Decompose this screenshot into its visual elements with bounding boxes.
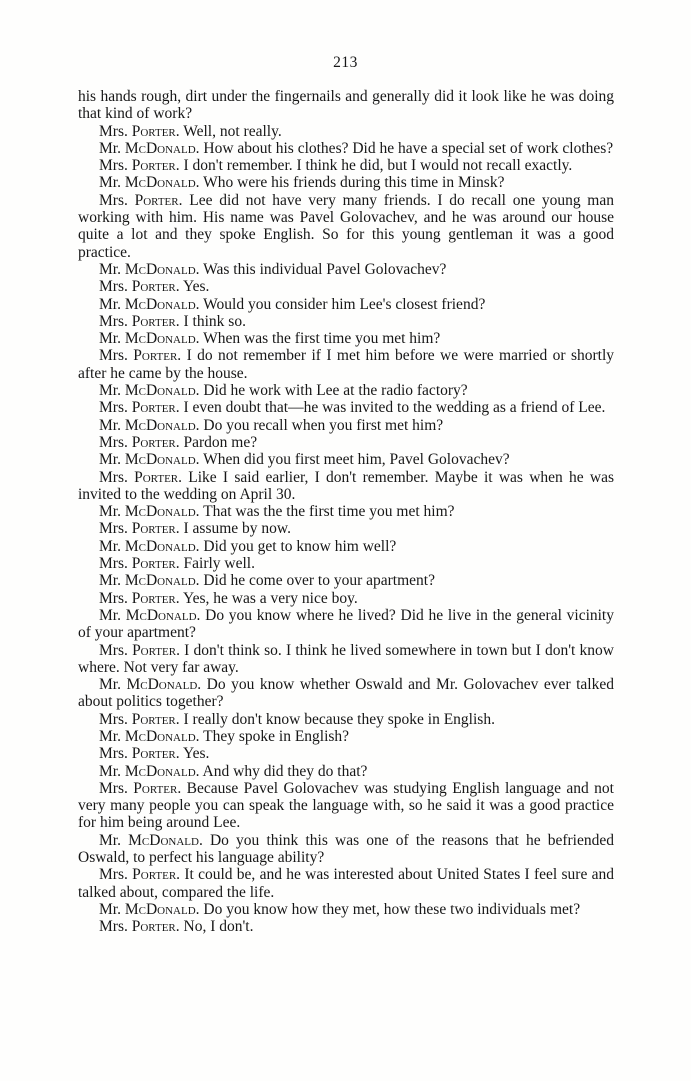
speaker-label: [99, 832, 199, 849]
dialogue-paragraph: Mr. McDonald. Do you know whether Oswald and Mr. Golovachev ever talked about politics together?: [78, 676, 614, 711]
page-number: 213: [333, 54, 358, 71]
speaker-name: Porter: [131, 433, 176, 451]
speaker-name: McDonald: [124, 260, 196, 278]
speaker-name: McDonald: [124, 762, 196, 780]
dialogue-paragraph: Mrs. Porter. Like I said earlier, I don't remember. Maybe it was when he was invited to the wedding on April 30.: [78, 468, 614, 503]
speaker-prefix: Mr.: [99, 174, 125, 192]
speaker-name: Porter: [131, 122, 176, 140]
speaker-name: McDonald: [124, 537, 196, 555]
speaker-prefix: Mr.: [99, 260, 125, 278]
speaker-label: [99, 174, 196, 191]
speaker-prefix: Mr.: [99, 295, 125, 313]
speaker-prefix: Mrs.: [99, 278, 132, 296]
speaker-prefix: Mr.: [99, 572, 125, 590]
speaker-label: [99, 140, 196, 157]
speaker-label: [99, 780, 177, 797]
speaker-label: [99, 469, 178, 486]
dialogue-paragraph: Mr. McDonald. Do you know where he lived? Did he live in the general vicinity of your apartment?: [78, 606, 614, 642]
dialogue-paragraph: Mr. McDonald. Did you get to know him well?: [99, 537, 397, 555]
speaker-name: Porter: [134, 191, 179, 209]
speaker-label: [99, 434, 176, 451]
speaker-name: McDonald: [124, 382, 196, 400]
dialogue-paragraph: Mrs. Porter. No, I don't.: [99, 918, 254, 936]
speaker-name: McDonald: [124, 572, 196, 590]
speaker-label: [99, 676, 197, 693]
speaker-name: Porter: [131, 520, 176, 538]
dialogue-paragraph: Mr. McDonald. When was the first time you met him?: [99, 330, 441, 348]
speaker-label: [99, 313, 176, 330]
speaker-prefix: Mr.: [99, 606, 126, 624]
speaker-prefix: Mrs.: [99, 589, 132, 607]
speaker-name: McDonald: [124, 416, 196, 434]
dialogue-paragraph: Mrs. Porter. It could be, and he was interested about United States I feel sure and talked about, compared the life.: [78, 866, 614, 901]
speaker-prefix: Mr.: [99, 762, 125, 780]
speaker-name: McDonald: [124, 900, 196, 918]
speaker-label: [99, 123, 176, 140]
speaker-label: [99, 901, 196, 918]
speaker-label: [99, 157, 176, 174]
speaker-prefix: Mr.: [99, 330, 125, 348]
dialogue-paragraph: Mr. McDonald. When did you first meet him, Pavel Golovachev?: [99, 451, 510, 469]
speaker-label: [99, 918, 176, 935]
dialogue-paragraph: Mrs. Porter. I really don't know because they spoke in English.: [99, 710, 495, 728]
dialogue-paragraph: Mr. McDonald. They spoke in English?: [99, 727, 350, 745]
speaker-label: [99, 642, 176, 659]
speaker-prefix: Mrs.: [99, 157, 132, 175]
speaker-prefix: Mrs.: [99, 779, 134, 797]
dialogue-paragraph: Mrs. Porter. I do not remember if I met him before we were married or shortly after he came by the house.: [78, 347, 614, 382]
speaker-prefix: Mrs.: [99, 468, 135, 486]
speaker-prefix: Mrs.: [99, 122, 132, 140]
speaker-name: Porter: [131, 555, 176, 573]
speaker-name: McDonald: [128, 831, 199, 849]
speaker-label: [99, 296, 196, 313]
speaker-prefix: Mrs.: [99, 866, 133, 884]
dialogue-paragraph: Mrs. Porter. Because Pavel Golovachev was studying English language and not very many people you can speak the language with, so he said it was a good practice for him being around Lee.: [78, 779, 614, 832]
speaker-name: Porter: [131, 312, 176, 330]
dialogue-paragraph: Mrs. Porter. Fairly well.: [99, 555, 255, 573]
speaker-prefix: Mr.: [99, 139, 125, 157]
speaker-label: [99, 555, 176, 572]
speaker-label: [99, 866, 176, 883]
dialogue-paragraph: Mr. McDonald. Would you consider him Lee's closest friend?: [99, 295, 486, 313]
dialogue-paragraph: Mrs. Porter. I assume by now.: [99, 520, 291, 538]
speaker-prefix: Mrs.: [99, 312, 132, 330]
speaker-prefix: Mrs.: [99, 520, 132, 538]
speaker-name: Porter: [131, 745, 176, 763]
speaker-name: McDonald: [124, 295, 196, 313]
speaker-name: McDonald: [124, 139, 196, 157]
speaker-prefix: Mrs.: [99, 710, 132, 728]
dialogue-paragraph: Mrs. Porter. Yes.: [99, 745, 210, 763]
speaker-label: [99, 330, 196, 347]
dialogue-paragraph: Mrs. Porter. Lee did not have very many friends. I do recall one young man working with him. His name was Pavel Golovachev, and he was around our house quite a lot and they spoke English. So for this young gentleman it was a good practice.: [78, 191, 614, 261]
speaker-name: McDonald: [124, 503, 196, 521]
speaker-prefix: Mr.: [99, 382, 125, 400]
dialogue-paragraph: Mrs. Porter. I don't remember. I think he did, but I would not recall exactly.: [99, 157, 573, 175]
speaker-label: [99, 572, 196, 589]
speaker-label: [99, 451, 196, 468]
speaker-name: Porter: [131, 399, 176, 417]
speaker-name: McDonald: [125, 606, 197, 624]
speaker-prefix: Mrs.: [99, 555, 132, 573]
speaker-label: [99, 763, 196, 780]
dialogue-paragraph: Mr. McDonald. Was this individual Pavel Golovachev?: [99, 260, 447, 278]
speaker-name: Porter: [132, 866, 177, 884]
dialogue-paragraph: Mr. McDonald. How about his clothes? Did he have a special set of work clothes?: [99, 139, 614, 157]
speaker-name: Porter: [131, 710, 176, 728]
speaker-name: Porter: [131, 918, 176, 936]
speaker-prefix: Mr.: [99, 831, 129, 849]
speaker-name: Porter: [132, 641, 177, 659]
dialogue-paragraph: Mrs. Porter. Yes, he was a very nice boy.: [99, 589, 358, 607]
speaker-prefix: Mrs.: [99, 433, 132, 451]
speaker-label: [99, 347, 177, 364]
dialogue-paragraph: Mr. McDonald. Did he come over to your apartment?: [99, 572, 435, 590]
dialogue-paragraph: Mr. McDonald. Do you recall when you first met him?: [99, 416, 444, 434]
speaker-label: [99, 503, 196, 520]
dialogue-paragraph: Mr. McDonald. And why did they do that?: [99, 762, 368, 780]
speaker-label: [99, 607, 197, 624]
speaker-name: Porter: [131, 589, 176, 607]
speaker-label: [99, 711, 176, 728]
speaker-prefix: Mrs.: [99, 347, 134, 365]
speaker-label: [99, 745, 176, 762]
speaker-name: Porter: [134, 468, 179, 486]
speaker-name: Porter: [133, 347, 178, 365]
dialogue-paragraph: Mrs. Porter. I don't think so. I think he lived somewhere in town but I don't know where. Not very far away.: [78, 641, 615, 676]
speaker-prefix: Mr.: [99, 900, 125, 918]
dialogue-paragraph: Mrs. Porter. Pardon me?: [99, 433, 258, 451]
speaker-prefix: Mrs.: [99, 641, 133, 659]
dialogue-paragraph: Mr. McDonald. That was the the first time you met him?: [99, 503, 455, 521]
speaker-name: Porter: [133, 779, 178, 797]
speaker-label: [99, 728, 196, 745]
speaker-prefix: Mr.: [99, 676, 127, 694]
speaker-name: McDonald: [126, 676, 198, 694]
speaker-prefix: Mrs.: [99, 399, 132, 417]
dialogue-list: [78, 123, 614, 936]
dialogue-paragraph: Mr. McDonald. Who were his friends during this time in Minsk?: [99, 174, 505, 192]
speaker-label: [99, 399, 176, 416]
dialogue-paragraph: Mrs. Porter. I even doubt that—he was invited to the wedding as a friend of Lee.: [99, 399, 606, 417]
dialogue-paragraph: Mrs. Porter. I think so.: [99, 312, 246, 330]
speaker-prefix: Mr.: [99, 503, 125, 521]
speaker-label: [99, 192, 179, 209]
speaker-label: [99, 261, 196, 278]
transcript-body: [78, 88, 614, 936]
speaker-name: McDonald: [124, 330, 196, 348]
dialogue-paragraph: Mr. McDonald. Did he work with Lee at the radio factory?: [99, 382, 468, 400]
speaker-name: Porter: [131, 278, 176, 296]
speaker-prefix: Mr.: [99, 537, 125, 555]
speaker-prefix: Mrs.: [99, 745, 132, 763]
speaker-label: [99, 590, 176, 607]
speaker-label: [99, 538, 196, 555]
speaker-prefix: Mrs.: [99, 918, 132, 936]
speaker-name: Porter: [131, 157, 176, 175]
speaker-name: McDonald: [124, 451, 196, 469]
dialogue-paragraph: Mrs. Porter. Yes.: [99, 278, 210, 296]
speaker-name: McDonald: [124, 727, 196, 745]
speaker-prefix: Mr.: [99, 451, 125, 469]
continuation-paragraph: his hands rough, dirt under the fingernails and generally did it look like he was doing that kind of work?: [78, 88, 614, 123]
speaker-prefix: Mr.: [99, 727, 125, 745]
speaker-label: [99, 278, 176, 295]
speaker-label: [99, 382, 196, 399]
speaker-prefix: Mr.: [99, 416, 125, 434]
speaker-name: McDonald: [124, 174, 196, 192]
speaker-prefix: Mrs.: [99, 191, 135, 209]
speaker-label: [99, 520, 176, 537]
dialogue-paragraph: Mrs. Porter. Well, not really.: [99, 122, 282, 140]
dialogue-paragraph: Mr. McDonald. Do you think this was one of the reasons that he befriended Oswald, to perfect his language ability?: [78, 831, 614, 867]
speaker-label: [99, 417, 196, 434]
dialogue-paragraph: Mr. McDonald. Do you know how they met, how these two individuals met?: [99, 900, 581, 918]
